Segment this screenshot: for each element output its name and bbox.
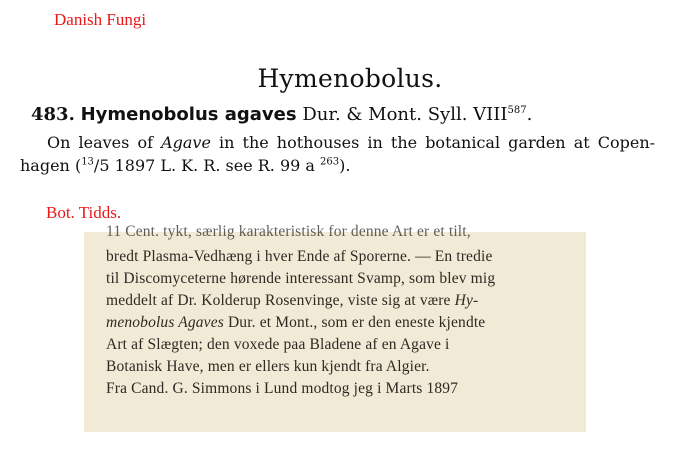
species-authority: Dur. & Mont. Syll. VIII xyxy=(302,104,508,125)
source-label-bot-tidds: Bot. Tidds. xyxy=(46,203,122,222)
genus-heading: Hymenobolus. xyxy=(257,64,443,93)
species-name: Hymenobolus agaves xyxy=(80,104,297,125)
species-entry xyxy=(31,104,532,125)
scan-line: meddelt af Dr. Kolderup Rosenvinge, viste sig at være Hy- xyxy=(106,292,479,309)
source-label-danish-fungi: Danish Fungi xyxy=(54,10,147,29)
scan-line: til Discomyceterne hørende interessant Svamp, som blev mig xyxy=(106,270,496,287)
entry-text-line-2: hagen ($^{13}$/5 1897 L. K. R. see R. 99 a $^{263}$). xyxy=(20,156,351,175)
entry-trail: . xyxy=(526,104,533,125)
scan-line: menobolus Agaves Dur. et Mont., som er den eneste kjendte xyxy=(106,314,486,331)
scan-line: bredt Plasma-Vedhæng i hver Ende af Sporerne. — En tredie xyxy=(106,248,493,265)
entry-text-line-1: On leaves of Agave in the hothouses in the botanical garden at Copen- xyxy=(47,133,656,152)
reference-superscript: 263 xyxy=(320,156,340,168)
scan-line: Botanisk Have, men er ellers kun kjendt fra Algier. xyxy=(106,358,430,375)
scan-line: Fra Cand. G. Simmons i Lund modtog jeg i Marts 1897 xyxy=(106,380,459,397)
scan-line: Art af Slægten; den voxede paa Bladene af en Agave i xyxy=(106,336,450,353)
scanned-text-excerpt xyxy=(84,223,586,432)
scan-line: 11 Cent. tykt, særlig karakteristisk for denne Art er et tilt, xyxy=(106,223,471,240)
agave-italic: Agave xyxy=(161,133,211,152)
entry-number: 483. xyxy=(31,104,75,125)
authority-page-ref: 587 xyxy=(507,105,527,116)
